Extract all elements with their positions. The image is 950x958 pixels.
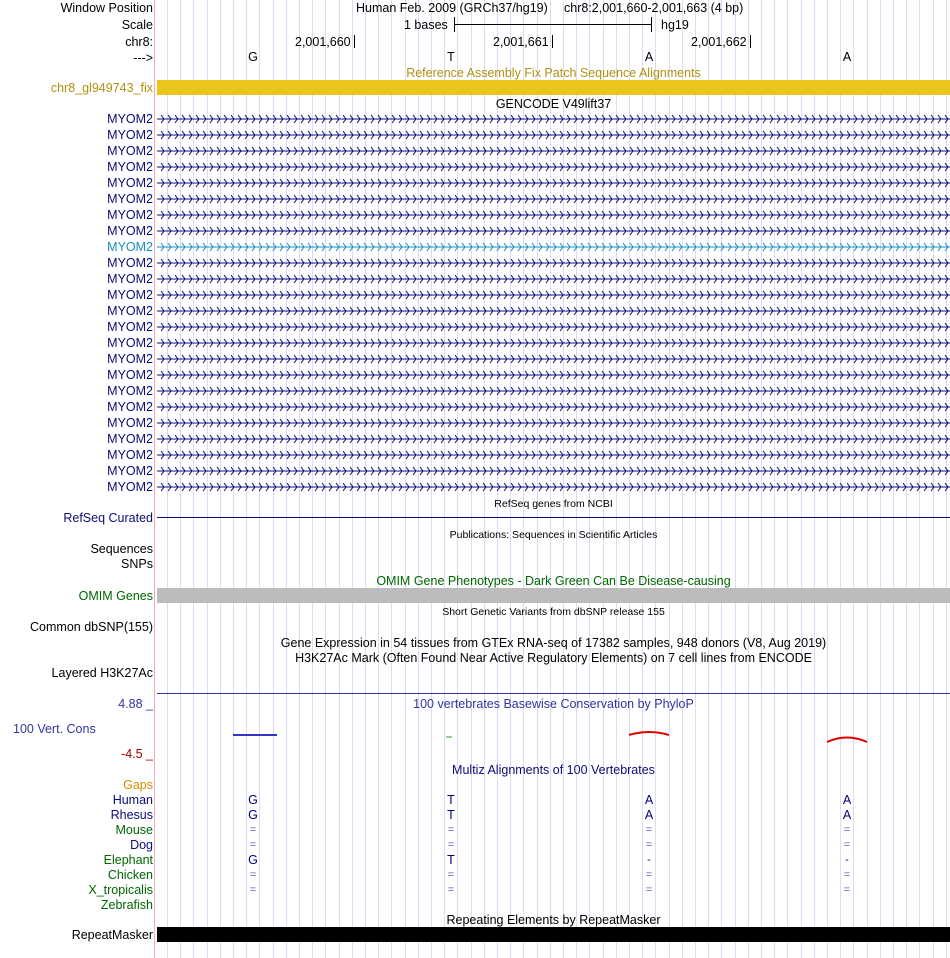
scale-text: 1 bases	[404, 18, 448, 32]
gencode-transcript-row[interactable]	[157, 192, 950, 206]
multiz-base: -	[845, 854, 849, 866]
strand-arrows	[157, 208, 950, 222]
gencode-transcript-row[interactable]	[157, 288, 950, 302]
multiz-base: A	[842, 793, 852, 807]
strand-arrows	[157, 320, 950, 334]
multiz-species-label[interactable]: Elephant	[103, 853, 153, 867]
publications-snps-label[interactable]: SNPs	[121, 557, 153, 571]
gencode-transcript-row[interactable]	[157, 480, 950, 494]
coord-label-3: 2,001,662	[691, 35, 747, 49]
gencode-gene-label[interactable]: MYOM2	[107, 448, 153, 462]
multiz-gaps-label[interactable]: Gaps	[123, 778, 153, 792]
gencode-gene-label[interactable]: MYOM2	[107, 432, 153, 446]
publications-sequences-label[interactable]: Sequences	[90, 542, 153, 556]
gencode-transcript-row[interactable]	[157, 256, 950, 270]
coord-tick-1	[354, 35, 355, 48]
multiz-base: =	[447, 824, 455, 836]
gencode-gene-label[interactable]: MYOM2	[107, 304, 153, 318]
gtex-track-title: Gene Expression in 54 tissues from GTEx RNA-seq of 17382 samples, 948 donors (V8, Aug 2019)	[280, 636, 827, 650]
strand-arrows	[157, 240, 950, 254]
gencode-gene-label[interactable]: MYOM2	[107, 352, 153, 366]
phylop-track-label[interactable]: 100 Vert. Cons	[13, 722, 96, 736]
strand-arrows	[157, 336, 950, 350]
publications-track-title: Publications: Sequences in Scientific Articles	[449, 529, 658, 541]
strand-arrows	[157, 480, 950, 494]
fix-patch-alignment-bar[interactable]	[157, 80, 950, 95]
gencode-transcript-row[interactable]	[157, 128, 950, 142]
multiz-base: G	[248, 808, 258, 822]
strand-arrows	[157, 128, 950, 142]
strand-arrows	[157, 272, 950, 286]
strand-arrows	[157, 400, 950, 414]
gencode-transcript-row[interactable]	[157, 448, 950, 462]
gencode-gene-label[interactable]: MYOM2	[107, 272, 153, 286]
gencode-transcript-row[interactable]	[157, 240, 950, 254]
gencode-transcript-row[interactable]	[157, 176, 950, 190]
gencode-gene-label[interactable]: MYOM2	[107, 336, 153, 350]
gencode-transcript-row[interactable]	[157, 320, 950, 334]
h3k27ac-track-label[interactable]: Layered H3K27Ac	[51, 666, 153, 680]
dbsnp-track-title: Short Genetic Variants from dbSNP release 155	[442, 606, 665, 618]
multiz-base: =	[645, 884, 653, 896]
multiz-base: =	[843, 869, 851, 881]
gencode-gene-label[interactable]: MYOM2	[107, 320, 153, 334]
ref-base-4: A	[842, 50, 852, 64]
phylop-min-label: -4.5 _	[121, 747, 153, 761]
multiz-base: =	[843, 824, 851, 836]
strand-arrows	[157, 304, 950, 318]
gencode-transcript-row[interactable]	[157, 112, 950, 126]
gencode-transcript-row[interactable]	[157, 208, 950, 222]
gencode-transcript-row[interactable]	[157, 368, 950, 382]
gencode-gene-label[interactable]: MYOM2	[107, 208, 153, 222]
position-text: chr8:2,001,660-2,001,663 (4 bp)	[564, 1, 744, 15]
strand-arrows	[157, 224, 950, 238]
fix-patch-track-label[interactable]: chr8_gl949743_fix	[50, 81, 153, 95]
multiz-species-label[interactable]: Dog	[130, 838, 153, 852]
multiz-base: -	[647, 854, 651, 866]
strand-arrows	[157, 432, 950, 446]
strand-arrows	[157, 112, 950, 126]
gencode-transcript-row[interactable]	[157, 416, 950, 430]
multiz-base: A	[644, 793, 654, 807]
scale-bar-left-tick	[454, 17, 455, 32]
strand-arrows	[157, 384, 950, 398]
multiz-species-label[interactable]: Chicken	[107, 868, 153, 882]
gencode-gene-label[interactable]: MYOM2	[107, 256, 153, 270]
multiz-base: =	[843, 884, 851, 896]
gencode-track-title: GENCODE V49lift37	[495, 97, 612, 111]
coord-label-1: 2,001,660	[295, 35, 351, 49]
refseq-track-title: RefSeq genes from NCBI	[494, 498, 613, 510]
omim-track-title: OMIM Gene Phenotypes - Dark Green Can Be Disease-causing	[376, 574, 731, 588]
gencode-transcript-row[interactable]	[157, 384, 950, 398]
gencode-transcript-row[interactable]	[157, 400, 950, 414]
coord-tick-2	[552, 35, 553, 48]
gencode-transcript-row[interactable]	[157, 160, 950, 174]
strand-arrows	[157, 448, 950, 462]
multiz-base: =	[249, 839, 257, 851]
multiz-track-title: Multiz Alignments of 100 Vertebrates	[452, 763, 655, 777]
multiz-species-label[interactable]: Mouse	[115, 823, 153, 837]
gencode-transcript-row[interactable]	[157, 304, 950, 318]
phylop-max-label: 4.88 _	[118, 697, 153, 711]
window-position-label: Window Position	[60, 1, 153, 15]
gencode-gene-label[interactable]: MYOM2	[107, 368, 153, 382]
multiz-base: T	[447, 793, 455, 807]
strand-arrows	[157, 160, 950, 174]
gencode-gene-label[interactable]: MYOM2	[107, 176, 153, 190]
scale-label: Scale	[121, 18, 153, 32]
omim-track-label[interactable]: OMIM Genes	[78, 589, 153, 603]
gencode-gene-label[interactable]: MYOM2	[107, 128, 153, 142]
gencode-transcript-row[interactable]	[157, 352, 950, 366]
strand-arrows	[157, 256, 950, 270]
gencode-gene-label[interactable]: MYOM2	[107, 384, 153, 398]
multiz-base: =	[447, 869, 455, 881]
scale-db-text: hg19	[661, 18, 689, 32]
gencode-transcript-row[interactable]	[157, 432, 950, 446]
coord-tick-3	[750, 35, 751, 48]
phylop-segment-3	[629, 732, 669, 735]
phylop-segment-4	[827, 738, 867, 743]
multiz-base: A	[644, 808, 654, 822]
multiz-base: =	[249, 869, 257, 881]
gencode-gene-label[interactable]: MYOM2	[107, 240, 153, 254]
dbsnp-track-label[interactable]: Common dbSNP(155)	[30, 620, 153, 634]
multiz-base: T	[447, 808, 455, 822]
strand-arrows	[157, 288, 950, 302]
phylop-track-title: 100 vertebrates Basewise Conservation by PhyloP	[413, 697, 694, 711]
multiz-base: =	[447, 884, 455, 896]
repeatmasker-bar[interactable]	[157, 927, 950, 942]
gencode-gene-label[interactable]: MYOM2	[107, 192, 153, 206]
multiz-base: G	[248, 853, 258, 867]
strand-arrows	[157, 192, 950, 206]
gencode-gene-label[interactable]: MYOM2	[107, 288, 153, 302]
multiz-species-label[interactable]: Zebrafish	[100, 898, 153, 912]
multiz-base: =	[843, 839, 851, 851]
strand-arrows	[157, 176, 950, 190]
gencode-gene-label[interactable]: MYOM2	[107, 144, 153, 158]
phylop-top-line	[157, 693, 950, 694]
gencode-gene-label[interactable]: MYOM2	[107, 480, 153, 494]
gencode-gene-label[interactable]: MYOM2	[107, 160, 153, 174]
multiz-base: =	[249, 884, 257, 896]
multiz-base: =	[645, 839, 653, 851]
strand-label: --->	[133, 51, 153, 65]
multiz-base: =	[645, 869, 653, 881]
strand-arrows	[157, 352, 950, 366]
multiz-base: A	[842, 808, 852, 822]
multiz-species-label[interactable]: Rhesus	[110, 808, 153, 822]
multiz-base: T	[447, 853, 455, 867]
multiz-base: =	[249, 824, 257, 836]
gencode-transcript-row[interactable]	[157, 144, 950, 158]
gencode-transcript-row[interactable]	[157, 224, 950, 238]
ref-base-3: A	[644, 50, 654, 64]
gencode-transcript-row[interactable]	[157, 272, 950, 286]
strand-arrows	[157, 368, 950, 382]
gencode-gene-label[interactable]: MYOM2	[107, 464, 153, 478]
gencode-transcript-row[interactable]	[157, 464, 950, 478]
scale-bar	[454, 24, 652, 25]
refseq-gene-line[interactable]	[157, 517, 950, 518]
refseq-track-label[interactable]: RefSeq Curated	[63, 511, 153, 525]
strand-arrows	[157, 464, 950, 478]
multiz-base: =	[645, 824, 653, 836]
h3k27ac-track-title: H3K27Ac Mark (Often Found Near Active Regulatory Elements) on 7 cell lines from ENCODE	[295, 651, 812, 665]
multiz-base: G	[248, 793, 258, 807]
coord-label-2: 2,001,661	[493, 35, 549, 49]
gencode-gene-label[interactable]: MYOM2	[107, 400, 153, 414]
omim-gene-bar[interactable]	[157, 588, 950, 603]
chrom-label: chr8:	[125, 35, 153, 49]
ref-base-2: T	[447, 50, 455, 64]
gencode-gene-label[interactable]: MYOM2	[107, 416, 153, 430]
strand-arrows	[157, 416, 950, 430]
gencode-gene-label[interactable]: MYOM2	[107, 112, 153, 126]
gencode-transcript-row[interactable]	[157, 336, 950, 350]
repeatmasker-track-label[interactable]: RepeatMasker	[71, 928, 153, 942]
multiz-base: =	[447, 839, 455, 851]
repeatmasker-track-title: Repeating Elements by RepeatMasker	[446, 913, 661, 927]
gencode-gene-label[interactable]: MYOM2	[107, 224, 153, 238]
assembly-text: Human Feb. 2009 (GRCh37/hg19)	[356, 1, 548, 15]
phylop-signal-plot[interactable]	[157, 725, 950, 749]
multiz-species-label[interactable]: X_tropicalis	[88, 883, 153, 897]
strand-arrows	[157, 144, 950, 158]
multiz-species-label[interactable]: Human	[112, 793, 153, 807]
fix-patch-track-title: Reference Assembly Fix Patch Sequence Alignments	[406, 66, 701, 80]
ref-base-1: G	[248, 50, 258, 64]
scale-bar-right-tick	[651, 17, 652, 32]
track-label-column	[0, 0, 156, 958]
